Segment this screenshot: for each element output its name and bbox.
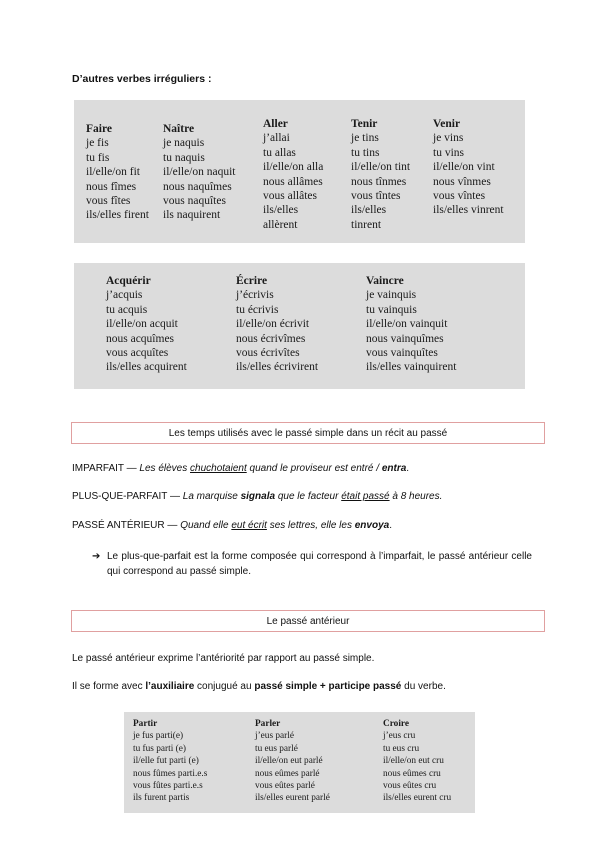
conjugation-line: il/elle/on écrivit: [236, 318, 310, 331]
conjugation-line: tu naquis: [163, 151, 205, 164]
section-heading: D’autres verbes irréguliers :: [72, 73, 212, 85]
conjugation-line: tu acquis: [106, 303, 148, 316]
verb-title: Faire: [86, 123, 112, 135]
example-passe-anterieur: PASSÉ ANTÉRIEUR — Quand elle eut écrit ses lettres, elle les envoya.: [72, 520, 392, 531]
conjugation-line: j’eus parlé: [255, 731, 294, 742]
conjugation-line: j’allai: [263, 132, 290, 145]
conjugation-line: vous vainquîtes: [366, 347, 438, 360]
conjugation-line: tu fus parti (e): [133, 743, 186, 754]
verb-column-table1-2: [263, 117, 323, 232]
verb-column-table3-2: [383, 718, 451, 805]
verb-column-table3-0: [133, 718, 207, 805]
conjugation-line: il/elle/on alla: [263, 161, 324, 174]
conjugation-line: vous eûtes cru: [383, 781, 437, 792]
conjugation-line: vous fûtes parti.e.s: [133, 781, 203, 792]
conjugation-table-2: [74, 263, 525, 389]
conjugation-line: tu vins: [433, 146, 464, 159]
conjugation-line: tu écrivis: [236, 303, 279, 316]
conjugation-line: je fus parti(e): [133, 731, 184, 742]
conjugation-line: vous eûtes parlé: [255, 781, 315, 792]
conjugation-line: ils/elles eurent cru: [383, 793, 452, 804]
conjugation-line: nous naquîmes: [163, 180, 232, 193]
conjugation-line: il/elle fut parti (e): [133, 756, 199, 767]
verb-title: Tenir: [351, 118, 378, 130]
verb-column-table1-0: [86, 122, 149, 223]
definition-text: Le passé antérieur exprime l’antériorité par rapport au passé simple.: [72, 653, 375, 664]
verb-column-table2-0: [106, 274, 187, 375]
conjugation-table-3: [124, 712, 475, 813]
conjugation-line: j’écrivis: [236, 289, 274, 302]
conjugation-line: je naquis: [163, 137, 205, 150]
conjugation-line: vous acquîtes: [106, 347, 169, 360]
conjugation-line: il/elle/on tint: [351, 161, 411, 174]
verb-column-table1-1: [163, 122, 236, 223]
conjugation-line: vous vîntes: [433, 190, 486, 203]
verb-column-table1-4: [433, 117, 504, 218]
conjugation-line: il/elle/on vainquit: [366, 318, 448, 331]
conjugation-line: nous fûmes parti.e.s: [133, 768, 208, 779]
verb-title: Acquérir: [106, 275, 151, 287]
conjugation-line: il/elle/on eut cru: [383, 756, 444, 767]
conjugation-line: nous vînmes: [433, 175, 491, 188]
conjugation-line: nous vainquîmes: [366, 332, 444, 345]
conjugation-line: il/elle/on vint: [433, 161, 495, 174]
verb-title: Parler: [255, 719, 281, 729]
conjugation-line: ils/elles écrivirent: [236, 361, 319, 374]
verb-title: Vaincre: [366, 275, 404, 287]
conjugation-line: ils/elles: [263, 204, 299, 217]
conjugation-table-1: [74, 100, 525, 243]
conjugation-line: il/elle/on fit: [86, 166, 140, 179]
conjugation-line: vous fîtes: [86, 195, 131, 208]
conjugation-line: tu eus parlé: [255, 743, 298, 754]
conjugation-line: j’eus cru: [383, 731, 416, 742]
verb-column-table2-1: [236, 274, 318, 375]
conjugation-line: tu allas: [263, 146, 296, 159]
example-imparfait: IMPARFAIT — Les élèves chuchotaient quand le proviseur est entré / entra.: [72, 463, 410, 474]
conjugation-line: ils/elles vinrent: [433, 204, 504, 217]
conjugation-line: vous écrivîtes: [236, 347, 300, 360]
conjugation-line: ils/elles vainquirent: [366, 361, 457, 374]
conjugation-line: nous fîmes: [86, 180, 137, 193]
verb-column-table2-2: [366, 274, 456, 375]
conjugation-line: il/elle/on eut parlé: [255, 756, 323, 767]
verb-title: Aller: [263, 118, 288, 130]
verb-title: Écrire: [236, 275, 268, 287]
conjugation-line: tu fis: [86, 151, 110, 164]
conjugation-line: je vins: [433, 132, 464, 145]
conjugation-line: ils/elles: [351, 204, 387, 217]
conjugation-line: j’acquis: [106, 289, 143, 302]
conjugation-line: vous allâtes: [263, 190, 317, 203]
conjugation-line: nous eûmes cru: [383, 768, 441, 779]
verb-title: Naître: [163, 123, 195, 135]
verb-column-table3-1: [255, 718, 330, 805]
conjugation-line: tinrent: [351, 218, 382, 231]
example-plus-que-parfait: PLUS-QUE-PARFAIT — La marquise signala que le facteur était passé à 8 heures.: [72, 491, 443, 502]
conjugation-line: nous allâmes: [263, 175, 323, 188]
conjugation-line: vous naquîtes: [163, 195, 226, 208]
verb-title: Croire: [383, 719, 409, 729]
conjugation-line: tu vainquis: [366, 303, 417, 316]
conjugation-line: nous écrivîmes: [236, 332, 306, 345]
conjugation-line: ils/elles firent: [86, 209, 149, 222]
conjugation-line: allèrent: [263, 218, 298, 231]
conjugation-line: tu tins: [351, 146, 380, 159]
conjugation-line: ils furent partis: [133, 793, 190, 804]
verb-title: Partir: [133, 719, 158, 729]
conjugation-line: nous tînmes: [351, 175, 407, 188]
verb-title: Venir: [433, 118, 461, 130]
conjugation-line: je vainquis: [366, 289, 417, 302]
conjugation-line: ils/elles eurent parlé: [255, 793, 330, 804]
conjugation-line: je tins: [351, 132, 379, 145]
conjugation-line: nous acquîmes: [106, 332, 175, 345]
box-temps-title: Les temps utilisés avec le passé simple dans un récit au passé: [71, 422, 545, 444]
conjugation-line: il/elle/on acquit: [106, 318, 178, 331]
conjugation-line: vous tîntes: [351, 190, 401, 203]
formation-text: Il se forme avec l’auxiliaire conjugué au passé simple + participe passé du verbe.: [72, 681, 446, 692]
conjugation-line: ils/elles acquirent: [106, 361, 187, 374]
conjugation-line: nous eûmes parlé: [255, 768, 320, 779]
conjugation-line: je fis: [86, 137, 109, 150]
conjugation-line: ils naquirent: [163, 209, 221, 222]
box-passe-anterieur-title: Le passé antérieur: [71, 610, 545, 632]
conjugation-line: tu eus cru: [383, 743, 420, 754]
arrow-right-icon: ➔: [92, 551, 101, 562]
conjugation-line: il/elle/on naquit: [163, 166, 236, 179]
verb-column-table1-3: [351, 117, 410, 232]
arrow-note-text: Le plus-que-parfait est la forme composée qui correspond à l’imparfait, le passé antérieur celle qui correspond au passé simple.: [107, 551, 532, 577]
